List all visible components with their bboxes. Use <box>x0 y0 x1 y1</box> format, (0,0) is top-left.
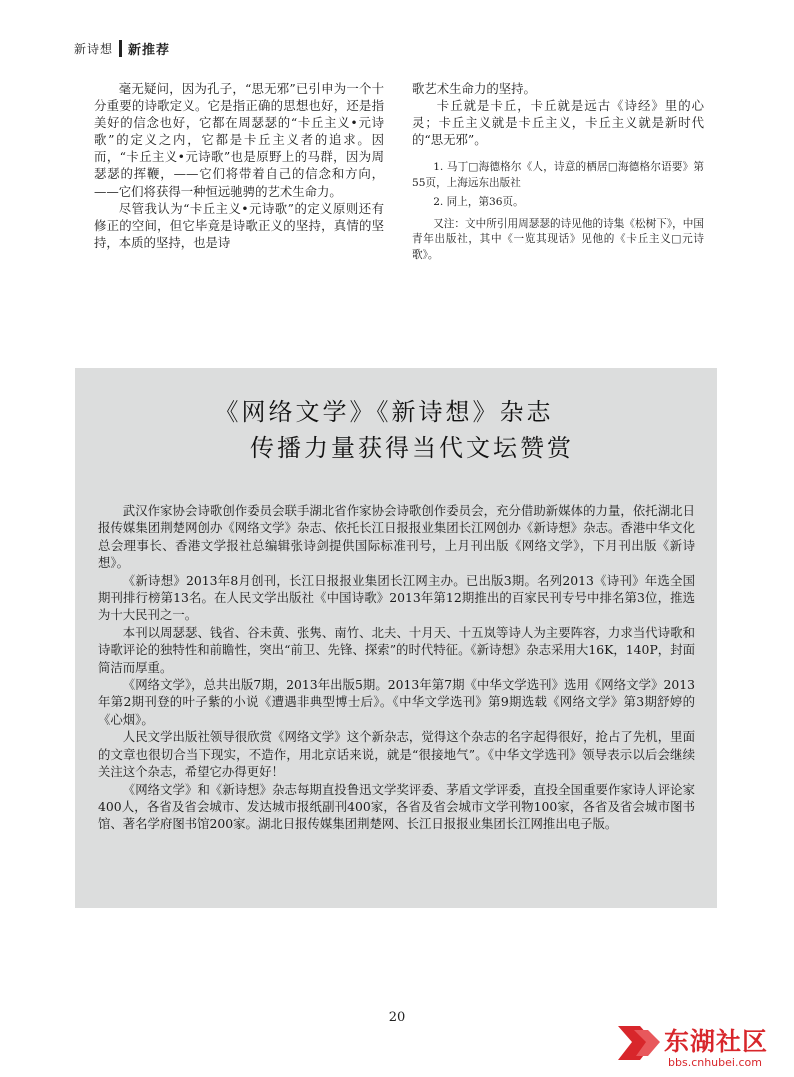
magazine-name: 新诗想 <box>74 41 114 56</box>
watermark-url: bbs.cnhubei.com <box>668 1056 762 1069</box>
section-name: 新推荐 <box>128 42 171 58</box>
article-left-column <box>94 80 384 251</box>
article-paragraph: 卡丘就是卡丘，卡丘就是远古《诗经》里的心灵；卡丘主义就是卡丘主义，卡丘主义就是新时代的“思无邪”。 <box>412 98 704 148</box>
announcement-box <box>75 368 717 908</box>
footnotes <box>412 160 704 263</box>
footnote-1: 1. 马丁□海德格尔《人，诗意的栖居□海德格尔语要》第55页，上海远东出版社 <box>412 161 704 189</box>
article-paragraph-continuation: 歌艺术生命力的坚持。 <box>412 81 536 96</box>
announcement-title-line-1: 《网络文学》《新诗想》杂志 <box>214 398 554 426</box>
announcement-paragraph: 《网络文学》，总共出版7期，2013年出版5期。2013年第7期《中华文学选刊》选用《网络文学》2013年第2期刊登的叶子紫的小说《遭遇非典型博士后》。《中华文学选刊》第9期选载《网络文学》第3期舒婷的《心烟》。 <box>98 677 695 727</box>
footnote-2: 2. 同上，第36页。 <box>433 196 524 209</box>
announcement-paragraph: 《网络文学》和《新诗想》杂志每期直投鲁迅文学奖评委、茅盾文学评委，直投全国重要作家诗人评论家400人，各省及省会城市、发达城市报纸副刊400家，各省及省会城市文学刊物100家，各省及省会城市图书馆、著名学府图书馆200家。湖北日报传媒集团荆楚网、长江日报报业集团长江网推出电子版。 <box>98 781 695 832</box>
announcement-paragraph: 人民文学出版社领导很欣赏《网络文学》这个新杂志，觉得这个杂志的名字起得很好，抢占了先机，里面的文章也很切合当下现实，不造作，用北京话来说，就是“很接地气”。《中华文学选刊》领导表示以后会继续关注这个杂志，希望它办得更好！ <box>98 729 695 780</box>
dh-logo-icon <box>614 1020 662 1066</box>
header-divider <box>119 40 122 57</box>
running-header <box>74 38 170 58</box>
article-paragraph: 毫无疑问，因为孔子，“思无邪”已引申为一个十分重要的诗歌定义。它是指正确的思想也好，还是指美好的信念也好，它都在周瑟瑟的“卡丘主义•元诗歌”的定义之内，它都是卡丘主义者的追求。因而，“卡丘主义•元诗歌”也是原野上的马群，因为周瑟瑟的挥鞭，——它们将带着自己的信念和方向，——它们将获得一种恒远驰骋的艺术生命力。 <box>94 81 384 199</box>
announcement-title-line-2: 传播力量获得当代文坛赞赏 <box>250 434 574 462</box>
announcement-paragraph: 本刊以周瑟瑟、钱省、谷未黄、张隽、南竹、北夫、十月天、十五岚等诗人为主要阵容，力求当代诗歌和诗歌评论的独特性和前瞻性，突出“前卫、先锋、探索”的时代特征。《新诗想》杂志采用大16K，140P，封面简洁而厚重。 <box>98 624 695 675</box>
page-number: 20 <box>388 1010 406 1025</box>
article-right-column <box>412 80 704 263</box>
watermark <box>614 1016 784 1072</box>
footnote-3: 又注：文中所引用周瑟瑟的诗见他的诗集《松树下》，中国青年出版社，其中《一览其现话》见他的《卡丘主义□元诗歌》。 <box>412 217 704 261</box>
announcement-paragraph: 武汉作家协会诗歌创作委员会联手湖北省作家协会诗歌创作委员会，充分借助新媒体的力量，依托湖北日报传媒集团荆楚网创办《网络文学》杂志、依托长江日报报业集团长江网创办《新诗想》杂志。香港中华文化总会理事长、香港文学报社总编辑张诗剑提供国际标准刊号，上月刊出版《网络文学》，下月刊出版《新诗想》。 <box>98 503 695 571</box>
announcement-body <box>98 502 695 833</box>
watermark-name: 东湖社区 <box>664 1027 769 1056</box>
announcement-paragraph: 《新诗想》2013年8月创刊，长江日报报业集团长江网主办。已出版3期。名列2013《诗刊》年选全国期刊排行榜第13名。在人民文学出版社《中国诗歌》2013年第12期推出的百家民刊专号中排名第3位，推选为十大民刊之一。 <box>98 572 695 623</box>
article-paragraph: 尽管我认为“卡丘主义•元诗歌”的定义原则还有修正的空间，但它毕竟是诗歌正义的坚持，真情的坚持，本质的坚持，也是诗 <box>94 200 384 250</box>
